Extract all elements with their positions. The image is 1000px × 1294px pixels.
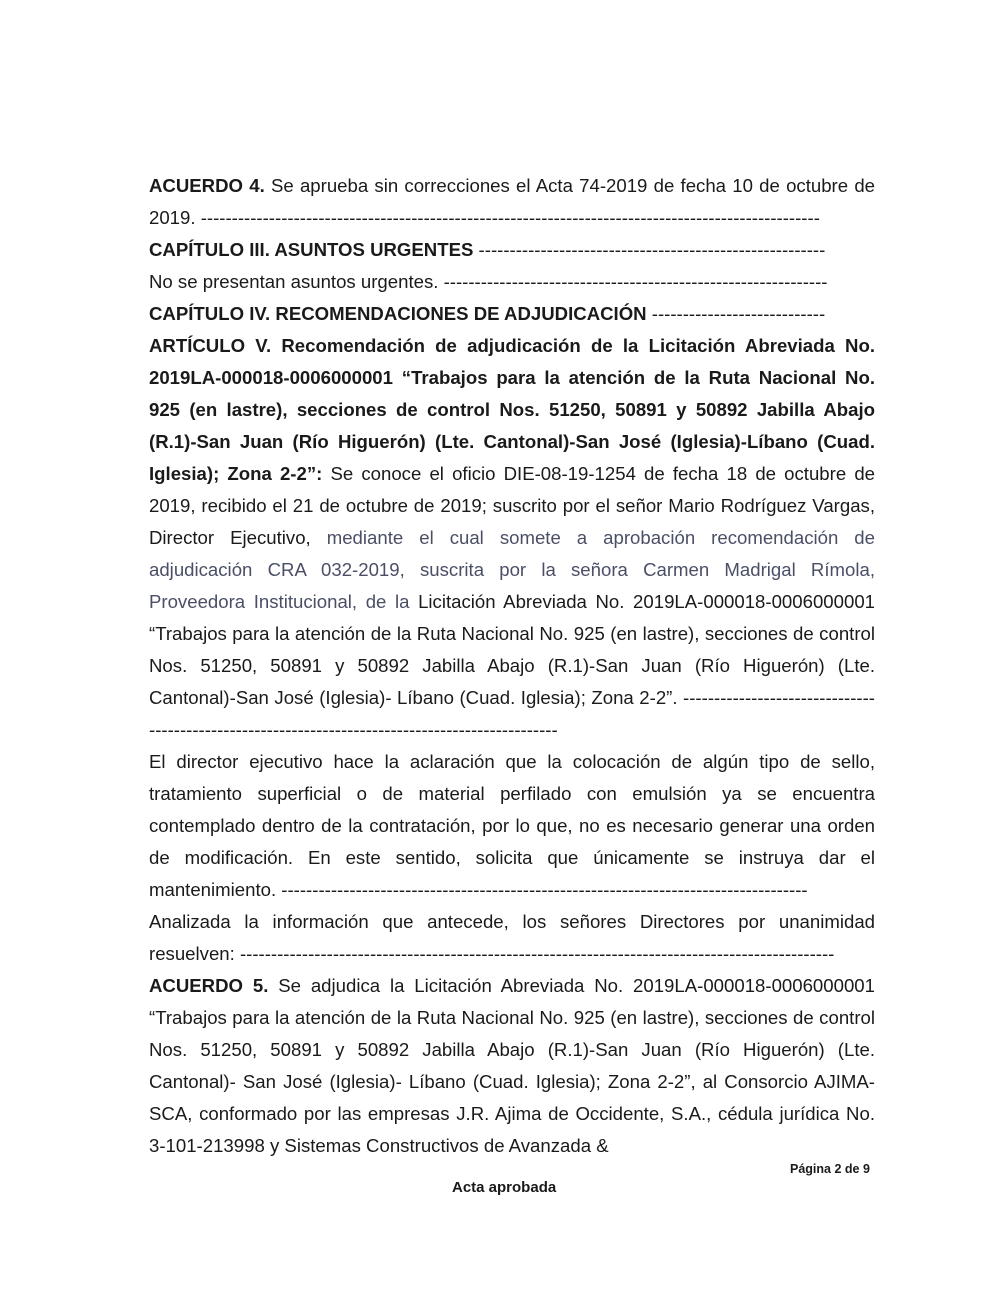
document-status: Acta aprobada: [452, 1179, 557, 1196]
capitulo-3-dashes: --------------------------------------------------------: [473, 239, 826, 260]
articulo-5-heading: ARTÍCULO V. Recomendación de adjudicación de la Licitación Abreviada No. 2019LA-000018-0006000001 “Trabajos para la atención de la Ruta Nacional No. 925 (en lastre), secciones de control Nos. 51250, 50891 y 50892 Jabilla Abajo (R.1)-San Juan (Río Higuerón) (Lte. Cantonal)-San José (Iglesia)-Líbano (Cuad. Iglesia); Zona 2-2”:: [149, 335, 875, 484]
acuerdo-4-paragraph: [149, 170, 875, 234]
articulo-5-text-b: mediante el cual somete a aprobación recomendación de adjudicación CRA 032-2019, suscrita por la señora Carmen Madrigal Rímola, Proveedora Institucional, de la: [149, 527, 875, 612]
capitulo-4-heading: CAPÍTULO IV. RECOMENDACIONES DE ADJUDICACIÓN: [149, 303, 647, 324]
articulo-5-paragraph: [149, 330, 875, 746]
capitulo-4-heading-line: [149, 298, 875, 330]
capitulo-3-heading-line: [149, 234, 875, 266]
acuerdo-5-text: Se adjudica la Licitación Abreviada No. 2019LA-000018-0006000001 “Trabajos para la atención de la Ruta Nacional No. 925 (en lastre), secciones de control Nos. 51250, 50891 y 50892 Jabilla Abajo (R.1)-San Juan (Río Higuerón) (Lte. Cantonal)- San José (Iglesia)- Líbano (Cuad. Iglesia); Zona 2-2”, al Consorcio AJIMA-SCA, conformado por las empresas J.R. Ajima de Occidente, S.A., cédula jurídica No. 3-101-213998 y Sistemas Constructivos de Avanzada &: [149, 975, 875, 1156]
document-body: [149, 170, 875, 1162]
acuerdo-5-label: ACUERDO 5.: [149, 975, 269, 996]
capitulo-4-dashes: ----------------------------: [646, 303, 826, 324]
no-urgentes-line: No se presentan asuntos urgentes. --------------------------------------------------------------: [149, 271, 828, 292]
page-number: Página 2 de 9: [790, 1162, 870, 1176]
capitulo-3-heading: CAPÍTULO III. ASUNTOS URGENTES: [149, 239, 474, 260]
acuerdo-4-text: Se aprueba sin correcciones el Acta 74-2019 de fecha 10 de octubre de 2019. ----------------------------------------------------------------------------------------------------: [149, 175, 875, 228]
articulo-5-text-a: Se conoce el oficio DIE-08-19-1254 de fecha 18 de octubre de 2019, recibido el 21 de octubre de 2019; suscrito por el señor Mario Rodríguez Vargas, Director Ejecutivo,: [149, 463, 875, 548]
analizada-paragraph: Analizada la información que antecede, los señores Directores por unanimidad resuelven: ------------------------------------------------------------------------------------------------: [149, 911, 875, 964]
aclaracion-paragraph: El director ejecutivo hace la aclaración que la colocación de algún tipo de sello, tratamiento superficial o de material perfilado con emulsión ya se encuentra contemplado dentro de la contratación, por lo que, no es necesario generar una orden de modificación. En este sentido, solicita que únicamente se instruya dar el mantenimiento. -------------------------------------------------------------------------------------: [149, 751, 875, 900]
acuerdo-4-label: ACUERDO 4.: [149, 175, 265, 196]
acuerdo-5-paragraph: [149, 970, 875, 1162]
articulo-5-text-c: Licitación Abreviada No. 2019LA-000018-0006000001 “Trabajos para la atención de la Ruta Nacional No. 925 (en lastre), secciones de control Nos. 51250, 50891 y 50892 Jabilla Abajo (R.1)-San Juan (Río Higuerón) (Lte. Cantonal)-San José (Iglesia)- Líbano (Cuad. Iglesia); Zona 2-2”. -------------------------------------------------------------------------------------------------: [149, 591, 875, 740]
